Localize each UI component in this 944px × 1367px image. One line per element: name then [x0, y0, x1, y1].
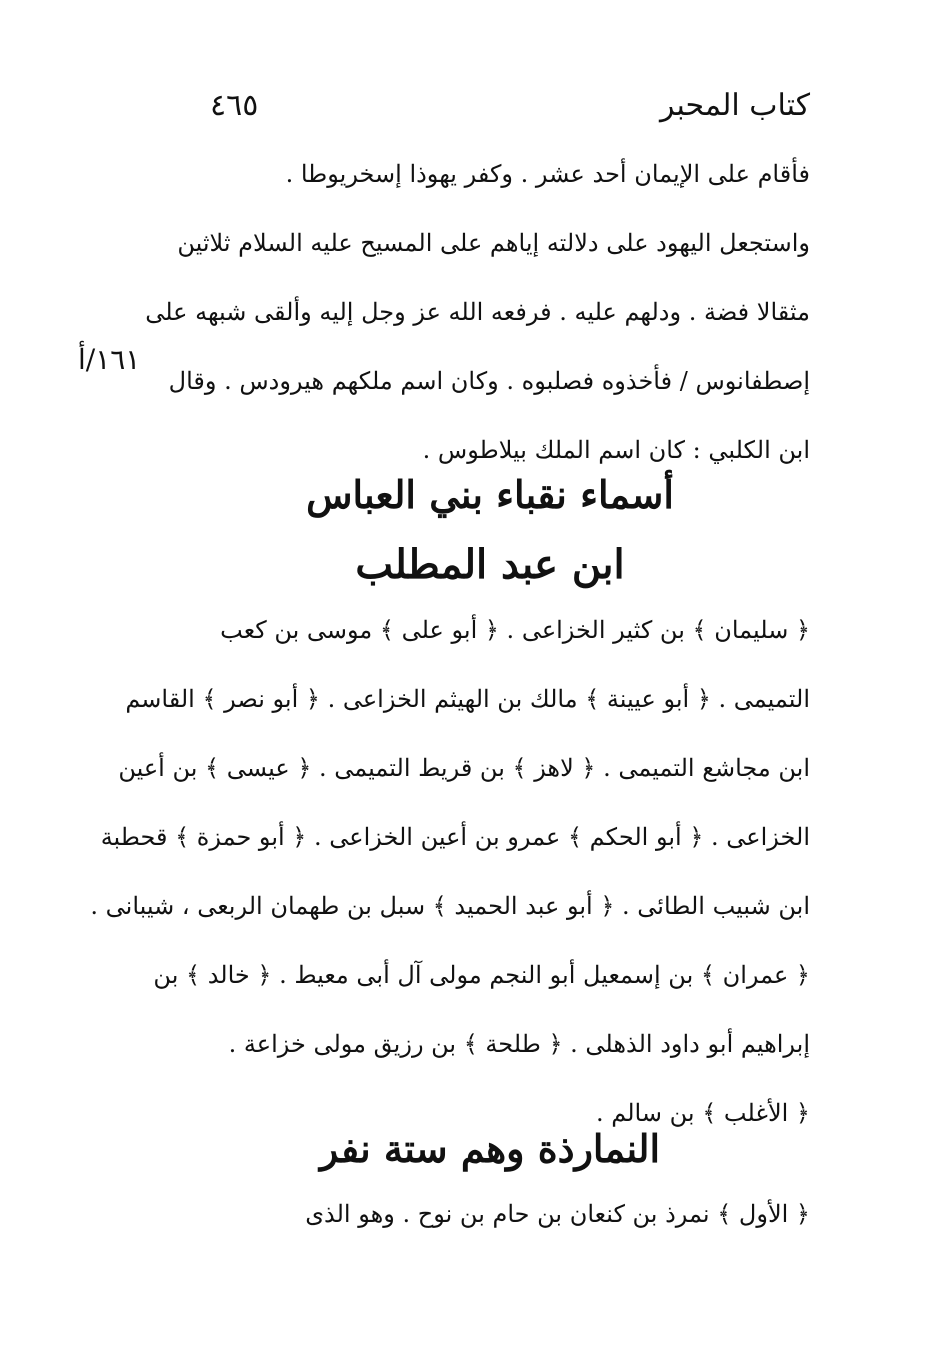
margin-folio-note: ١٦١/أ	[78, 343, 141, 376]
text-line: إبراهيم أبو داود الذهلى . ﴿ طلحة ﴾ بن رزيق مولى خزاعة .	[228, 1030, 810, 1058]
text-line: ﴿ سليمان ﴾ بن كثير الخزاعى . ﴿ أبو على ﴾ موسى بن كعب	[220, 616, 810, 644]
running-head: كتاب المحبر	[659, 88, 810, 123]
section-heading-line-1: أسماء نقباء بني العباس	[306, 472, 674, 517]
paragraph-namarida	[170, 1180, 810, 1249]
text-line: ابن مجاشع التميمى . ﴿ لاهز ﴾ بن قريط التميمى . ﴿ عيسى ﴾ بن أعين	[118, 754, 810, 782]
text-line: إصطفانوس / فأخذوه فصلبوه . وكان اسم ملكهم هيرودس . وقال	[168, 367, 810, 395]
text-line: مثقالا فضة . ودلهم عليه . فرفعه الله عز وجل إليه وألقى شبهه على	[145, 298, 810, 326]
text-line: فأقام على الإيمان أحد عشر . وكفر يهوذا إسخريوطا .	[285, 160, 810, 188]
paragraph-nuqaba	[90, 596, 810, 1148]
page-header	[170, 86, 810, 136]
text-line: ﴿ الأول ﴾ نمرذ بن كنعان بن حام بن نوح . وهو الذى	[305, 1200, 810, 1228]
text-line: واستجعل اليهود على دلالته إياهم على المسيح عليه السلام ثلاثين	[177, 229, 810, 257]
section-heading-namarida: النمارذة وهم ستة نفر	[319, 1126, 661, 1171]
text-line: ﴿ الأغلب ﴾ بن سالم .	[596, 1099, 810, 1127]
section-heading-line-2: ابن عبد المطلب	[355, 541, 625, 588]
text-line: ﴿ عمران ﴾ بن إسمعيل أبو النجم مولى آل أبى معيط . ﴿ خالد ﴾ بن	[153, 961, 810, 989]
text-line: ابن شبيب الطائى . ﴿ أبو عبد الحميد ﴾ سبل بن طهمان الربعى ، شيبانى .	[90, 892, 810, 920]
text-line: التميمى . ﴿ أبو عيينة ﴾ مالك بن الهيثم الخزاعى . ﴿ أبو نصر ﴾ القاسم	[125, 685, 810, 713]
text-line: الخزاعى . ﴿ أبو الحكم ﴾ عمرو بن أعين الخزاعى . ﴿ أبو حمزة ﴾ قحطبة	[100, 823, 810, 851]
text-line: ابن الكلبي : كان اسم الملك بيلاطوس .	[422, 436, 810, 464]
paragraph-apostles	[145, 140, 810, 485]
page-number: ٤٦٥	[210, 88, 259, 123]
